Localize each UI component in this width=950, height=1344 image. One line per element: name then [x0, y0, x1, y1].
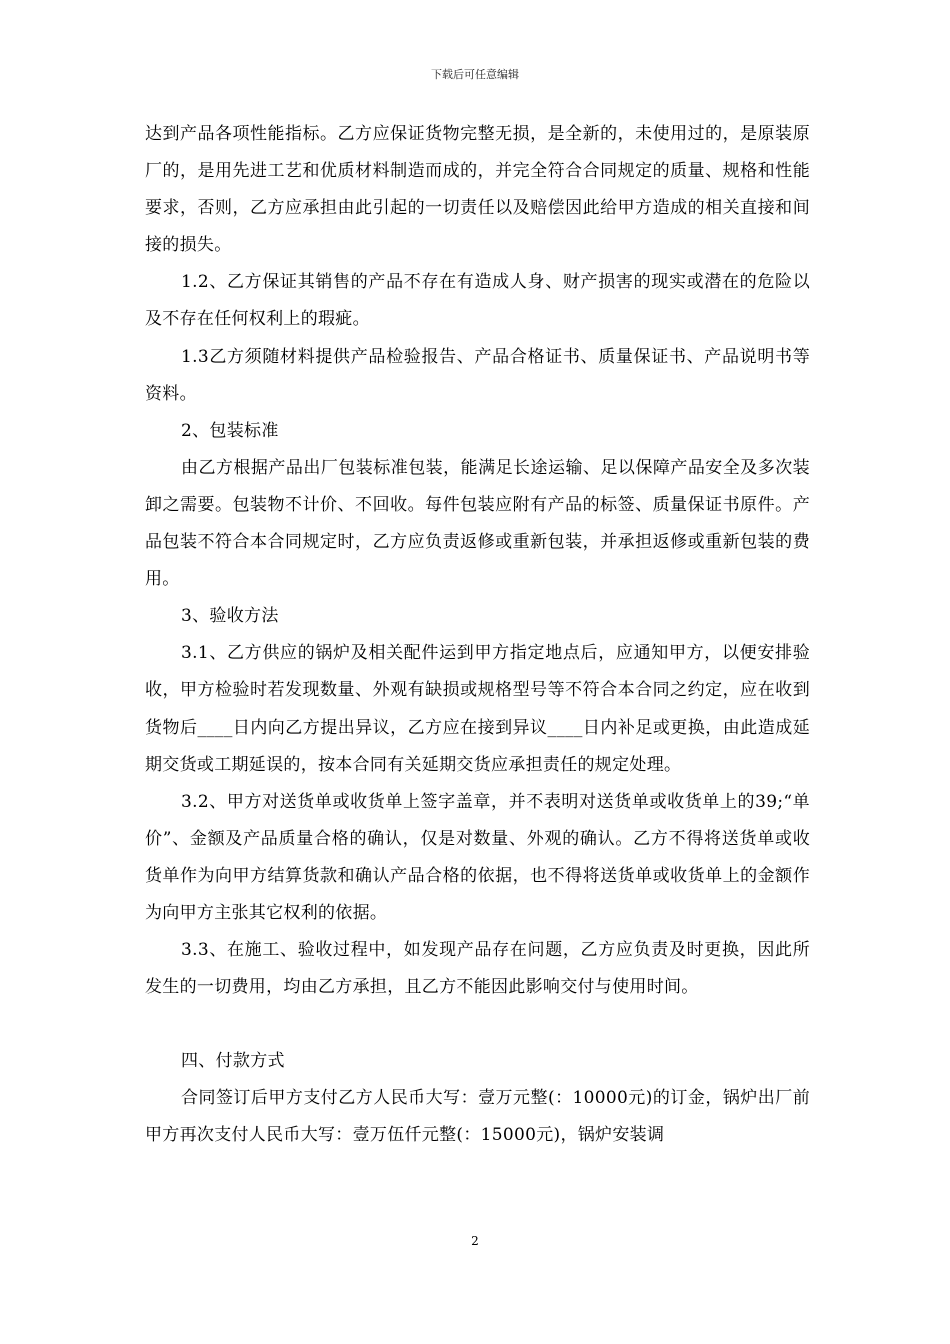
paragraph-spacer: [145, 1006, 810, 1043]
page-number: 2: [471, 1234, 479, 1248]
section-heading-payment: 四、付款方式: [181, 1051, 285, 1072]
clause-3-3: 3.3、在施工、验收过程中，如发现产品存在问题，乙方应负责及时更换，因此所发生的一切费用，均由乙方承担，且乙方不能因此影响交付与使用时间。: [145, 940, 810, 998]
clause-3-2: 3.2、甲方对送货单或收货单上签字盖章，并不表明对送货单或收货单上的39;“单价”、金额及产品质量合格的确认，仅是对数量、外观的确认。乙方不得将送货单或收货单作为向甲方结算货款和确认产品合格的依据，也不得将送货单或收货单上的金额作为向甲方主张其它权利的依据。: [145, 791, 810, 923]
section-heading-acceptance: 3、验收方法: [181, 606, 279, 627]
header-note: 下载后可任意编辑: [431, 68, 519, 81]
section-heading-packaging: 2、包装标准: [181, 420, 279, 441]
clause-1-3: 1.3乙方须随材料提供产品检验报告、产品合格证书、质量保证书、产品说明书等资料。: [145, 346, 810, 404]
document-body: [145, 116, 810, 1155]
paragraph-packaging: 由乙方根据产品出厂包装标准包装，能满足长途运输、足以保障产品安全及多次装卸之需要。包装物不计价、不回收。每件包装应附有产品的标签、质量保证书原件。产品包装不符合本合同规定时，乙方应负责返修或重新包装，并承担返修或重新包装的费用。: [145, 457, 810, 590]
paragraph-payment: 合同签订后甲方支付乙方人民币大写：壹万元整(：10000元)的订金，锅炉出厂前甲方再次支付人民币大写：壹万伍仟元整(：15000元)，锅炉安装调: [145, 1088, 810, 1146]
paragraph-performance-continuation: 达到产品各项性能指标。乙方应保证货物完整无损，是全新的，未使用过的，是原装原厂的，是用先进工艺和优质材料制造而成的，并完全符合合同规定的质量、规格和性能要求，否则，乙方应承担由此引起的一切责任以及赔偿因此给甲方造成的相关直接和间接的损失。: [145, 124, 810, 256]
clause-1-2: 1.2、乙方保证其销售的产品不存在有造成人身、财产损害的现实或潜在的危险以及不存在任何权利上的瑕疵。: [145, 272, 810, 330]
clause-3-1: 3.1、乙方供应的锅炉及相关配件运到甲方指定地点后，应通知甲方，以便安排验收，甲方检验时若发现数量、外观有缺损或规格型号等不符合本合同之约定，应在收到货物后____日内向乙方提出异议，乙方应在接到异议____日内补足或更换，由此造成延期交货或工期延误的，按本合同有关延期交货应承担责任的规定处理。: [145, 643, 810, 775]
